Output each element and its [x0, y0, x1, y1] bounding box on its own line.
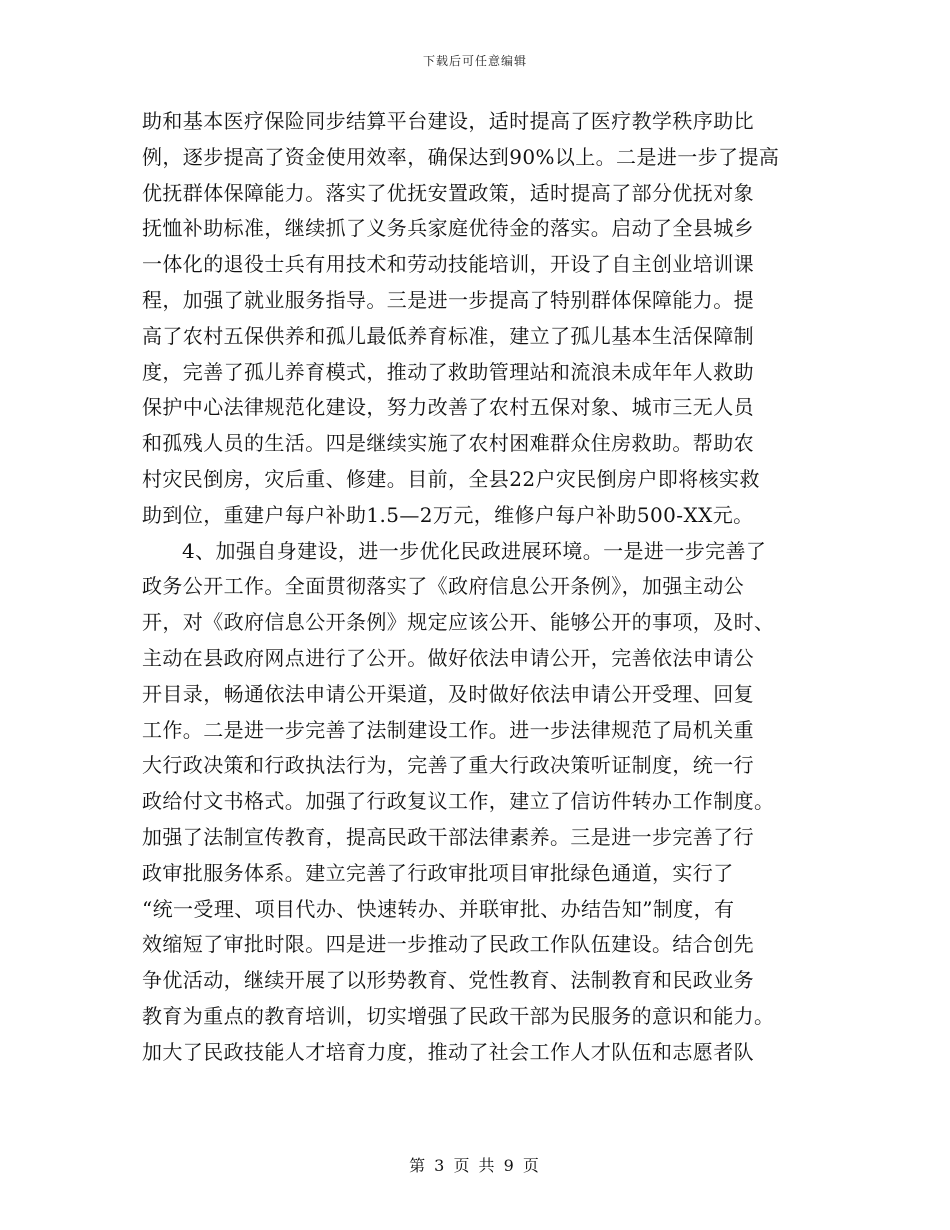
body-line: 优抚群体保障能力。落实了优抚安置政策，适时提高了部分优抚对象 — [142, 180, 754, 205]
body-line: 教育为重点的教育培训，切实增强了民政干部为民服务的意识和能力。 — [142, 1003, 775, 1028]
body-line: 助到位，重建户每户补助1.5—2万元，维修户每户补助500-XX元。 — [142, 502, 754, 527]
body-line: 争优活动，继续开展了以形势教育、党性教育、法制教育和民政业务 — [142, 968, 754, 993]
document-body — [142, 104, 808, 1071]
page-number-footer: 第 3 页 共 9 页 — [409, 1156, 541, 1175]
body-line: 度，完善了孤儿养育模式，推动了救助管理站和流浪未成年年人救助 — [142, 359, 754, 384]
body-line: 例，逐步提高了资金使用效率，确保达到90%以上。二是进一步了提高 — [142, 144, 780, 169]
body-line: 加强了法制宣传教育，提高民政干部法律素养。三是进一步完善了行 — [142, 824, 754, 849]
body-line: 开目录，畅通依法申请公开渠道，及时做好依法申请公开受理、回复 — [142, 681, 754, 706]
body-line: 加大了民政技能人才培育力度，推动了社会工作人才队伍和志愿者队 — [142, 1039, 754, 1064]
page-header-note: 下载后可任意编辑 — [422, 54, 527, 68]
body-line: “统一受理、项目代办、快速转办、并联审批、办结告知”制度，有 — [142, 896, 735, 921]
body-line: 一体化的退役士兵有用技术和劳动技能培训，开设了自主创业培训课 — [142, 252, 754, 277]
body-line: 保护中心法律规范化建设，努力改善了农村五保对象、城市三无人员 — [142, 395, 754, 420]
body-line: 政务公开工作。全面贯彻落实了《政府信息公开条例》，加强主动公 — [142, 574, 744, 599]
body-line: 助和基本医疗保险同步结算平台建设，适时提高了医疗教学秩序助比 — [142, 109, 754, 133]
body-line: 高了农村五保供养和孤儿最低养育标准，建立了孤儿基本生活保障制 — [142, 323, 754, 348]
body-line: 工作。二是进一步完善了法制建设工作。进一步法律规范了局机关重 — [142, 717, 754, 742]
body-line: 效缩短了审批时限。四是进一步推动了民政工作队伍建设。结合创先 — [142, 932, 754, 957]
paragraph-start-line: 4、加强自身建设，进一步优化民政进展环境。一是进一步完善了 — [182, 538, 767, 563]
body-line: 主动在县政府网点进行了公开。做好依法申请公开，完善依法申请公 — [142, 645, 754, 670]
body-line: 抚恤补助标准，继续抓了义务兵家庭优待金的落实。启动了全县城乡 — [142, 216, 754, 241]
body-line: 开，对《政府信息公开条例》规定应该公开、能够公开的事项，及时、 — [142, 610, 775, 635]
body-line: 村灾民倒房，灾后重、修建。目前，全县22户灾民倒房户即将核实救 — [142, 466, 760, 491]
body-line: 政给付文书格式。加强了行政复议工作，建立了信访件转办工作制度。 — [142, 789, 775, 814]
body-line: 政审批服务体系。建立完善了行政审批项目审批绿色通道，实行了 — [142, 860, 734, 885]
body-line: 大行政决策和行政执法行为，完善了重大行政决策听证制度，统一行 — [142, 753, 754, 778]
body-line: 程，加强了就业服务指导。三是进一步提高了特别群体保障能力。提 — [142, 287, 754, 312]
body-line: 和孤残人员的生活。四是继续实施了农村困难群众住房救助。帮助农 — [142, 431, 754, 456]
